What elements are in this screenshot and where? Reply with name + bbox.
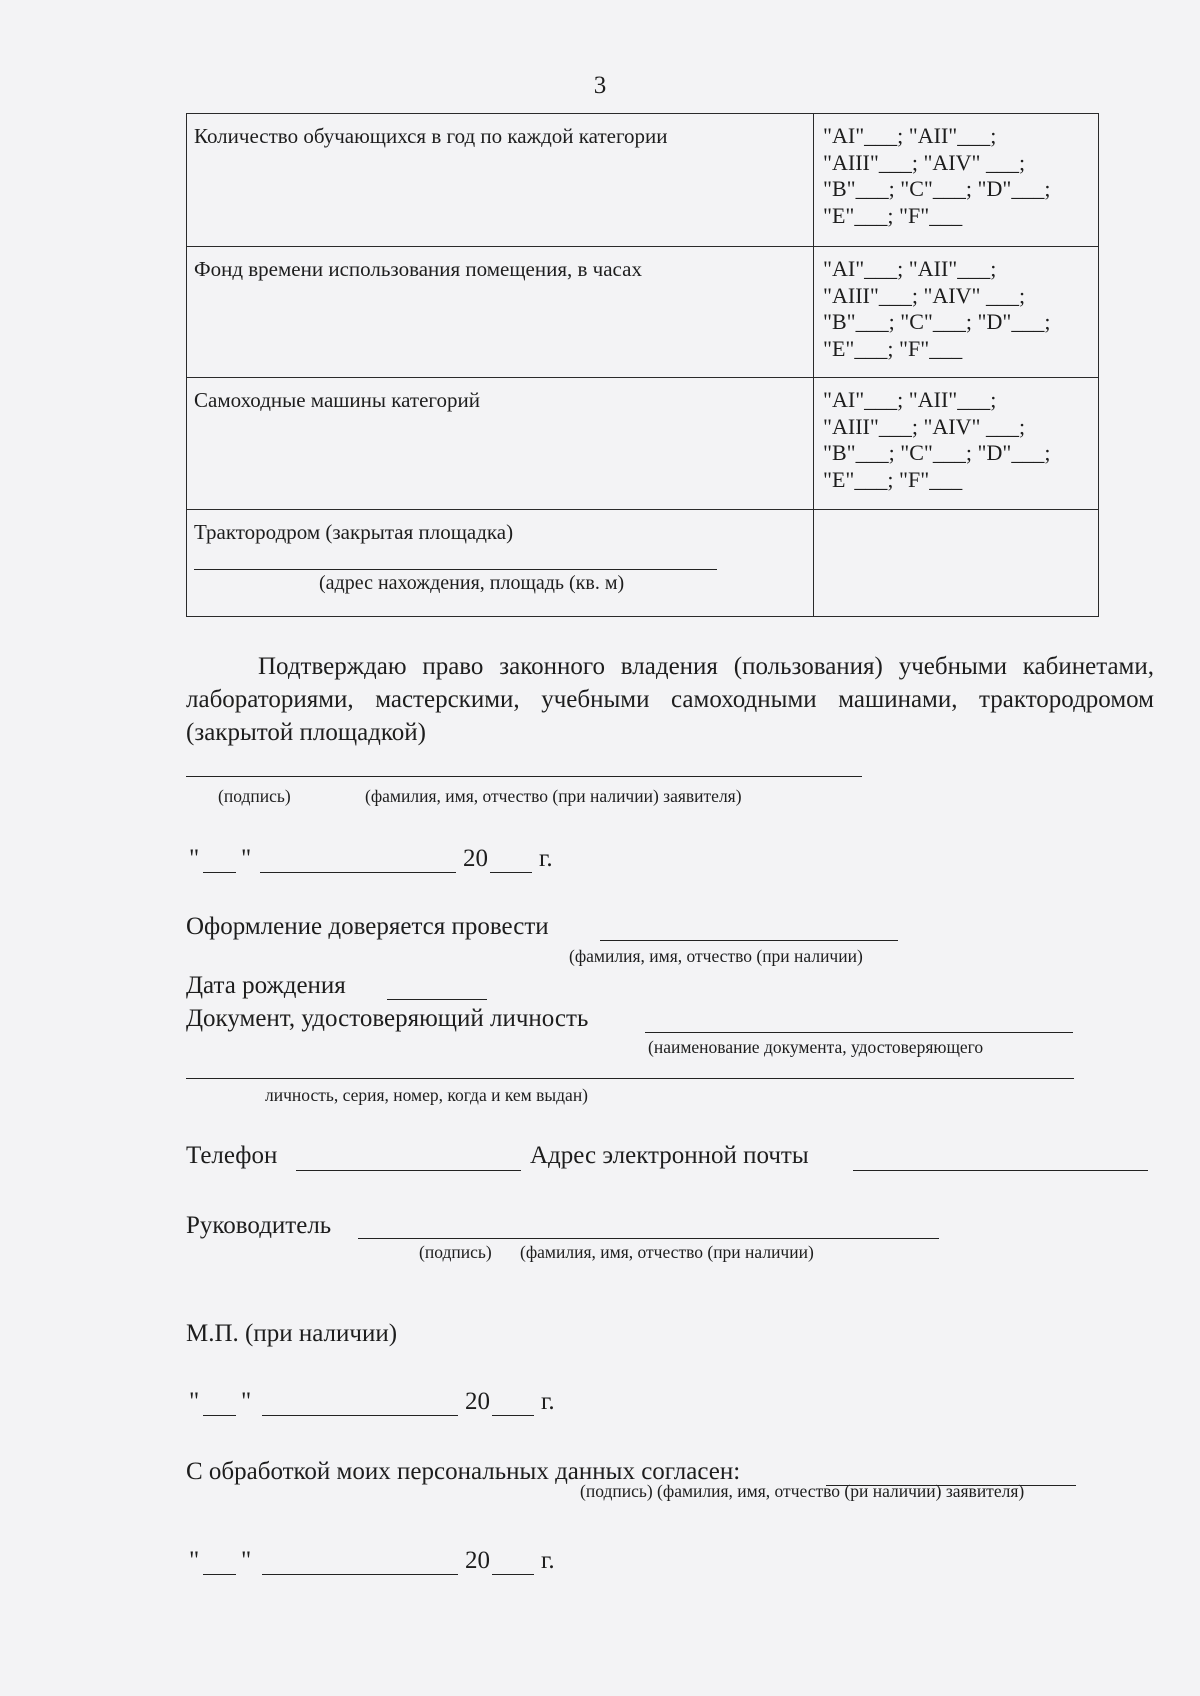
row-label: Фонд времени использования помещения, в часах — [187, 247, 814, 378]
category-line: "E"___; "F"___ — [823, 335, 963, 361]
date-day-blank[interactable] — [203, 872, 236, 873]
table-row — [187, 247, 1099, 378]
birth-date-label: Дата рождения — [186, 972, 346, 999]
category-line: "B"___; "C"___; "D"___; — [823, 309, 1051, 334]
email-line[interactable] — [853, 1170, 1148, 1171]
entrust-label: Оформление доверяется провести — [186, 913, 549, 940]
birth-date-line[interactable] — [387, 999, 487, 1000]
category-line: "AI"___; "AII"___; — [823, 256, 997, 281]
date-month-blank[interactable] — [262, 1415, 458, 1416]
page-number: 3 — [593, 72, 607, 99]
phone-label: Телефон — [186, 1142, 278, 1169]
category-line: "AI"___; "AII"___; — [823, 123, 997, 148]
date-year-suffix: г. — [541, 1547, 555, 1574]
head-label: Руководитель — [186, 1212, 332, 1239]
date-quote-open: " — [189, 1388, 200, 1415]
date-quote-close: " — [241, 1547, 252, 1574]
identity-doc-label: Документ, удостоверяющий личность — [186, 1005, 589, 1032]
applicant-signature-line[interactable] — [186, 776, 862, 777]
identity-doc-hint-1: (наименование документа, удостоверяющего — [648, 1037, 984, 1057]
date-quote-close: " — [241, 1388, 252, 1415]
date-month-blank[interactable] — [262, 1574, 458, 1575]
date-year-blank[interactable] — [492, 1574, 534, 1575]
category-line: "B"___; "C"___; "D"___; — [823, 176, 1051, 201]
category-line: "AI"___; "AII"___; — [823, 387, 997, 412]
date-quote-open: " — [189, 1547, 200, 1574]
facilities-table — [186, 113, 1099, 617]
category-line: "E"___; "F"___ — [823, 466, 963, 492]
tractorodrome-cell — [187, 510, 814, 617]
category-line: "E"___; "F"___ — [823, 202, 963, 228]
date-day-blank[interactable] — [203, 1574, 236, 1575]
category-line: "B"___; "C"___; "D"___; — [823, 440, 1051, 465]
entrust-hint: (фамилия, имя, отчество (при наличии) — [569, 946, 863, 966]
category-cell — [814, 247, 1099, 378]
date-year-blank[interactable] — [492, 1415, 534, 1416]
date-quote-open: " — [189, 845, 200, 872]
identity-doc-hint-2: личность, серия, номер, когда и кем выдан) — [265, 1085, 589, 1105]
hint-applicant-name: (фамилия, имя, отчество (при наличии) заявителя) — [365, 786, 742, 806]
row-label: Количество обучающихся в год по каждой категории — [187, 114, 814, 247]
head-hint-signature: (подпись) — [419, 1242, 492, 1262]
table-row — [187, 378, 1099, 510]
head-hint-name: (фамилия, имя, отчество (при наличии) — [520, 1242, 814, 1262]
head-signature-line[interactable] — [358, 1238, 939, 1239]
date-year-prefix: 20 — [465, 1388, 490, 1415]
date-year-prefix: 20 — [463, 845, 488, 872]
phone-line[interactable] — [296, 1170, 521, 1171]
date-year-blank[interactable] — [490, 872, 532, 873]
stamp-label: М.П. (при наличии) — [186, 1320, 398, 1347]
row-label: Самоходные машины категорий — [187, 378, 814, 510]
email-label: Адрес электронной почты — [530, 1142, 809, 1169]
identity-doc-line[interactable] — [645, 1032, 1073, 1033]
category-line: "AIII"___; "AIV" ___; — [823, 149, 1026, 175]
category-line: "AIII"___; "AIV" ___; — [823, 282, 1026, 308]
entrust-name-line[interactable] — [600, 940, 898, 941]
consent-label: С обработкой моих персональных данных согласен: — [186, 1458, 741, 1485]
tractorodrome-value-cell[interactable] — [814, 510, 1099, 617]
category-cell — [814, 114, 1099, 247]
date-year-suffix: г. — [541, 1388, 555, 1415]
date-year-suffix: г. — [539, 845, 553, 872]
consent-hint: (подпись) (фамилия, имя, отчество (ри наличии) заявителя) — [580, 1481, 1025, 1501]
date-quote-close: " — [241, 845, 252, 872]
table-row — [187, 510, 1099, 617]
tractorodrome-hint: (адрес нахождения, площадь (кв. м) — [319, 572, 625, 594]
tractorodrome-address-line[interactable] — [194, 547, 717, 570]
confirm-paragraph: Подтверждаю право законного владения (пользования) учебными кабинетами, лабораториями, мастерскими, учебными самоходными машинами, трактородромом (закрытой площадкой) — [186, 653, 1154, 746]
date-year-prefix: 20 — [465, 1547, 490, 1574]
category-cell — [814, 378, 1099, 510]
date-month-blank[interactable] — [260, 872, 456, 873]
table-row — [187, 114, 1099, 247]
category-line: "AIII"___; "AIV" ___; — [823, 413, 1026, 439]
identity-doc-line-2[interactable] — [186, 1078, 1074, 1079]
tractorodrome-label: Трактородром (закрытая площадка) — [194, 520, 514, 544]
date-day-blank[interactable] — [203, 1415, 236, 1416]
hint-signature: (подпись) — [218, 786, 291, 806]
